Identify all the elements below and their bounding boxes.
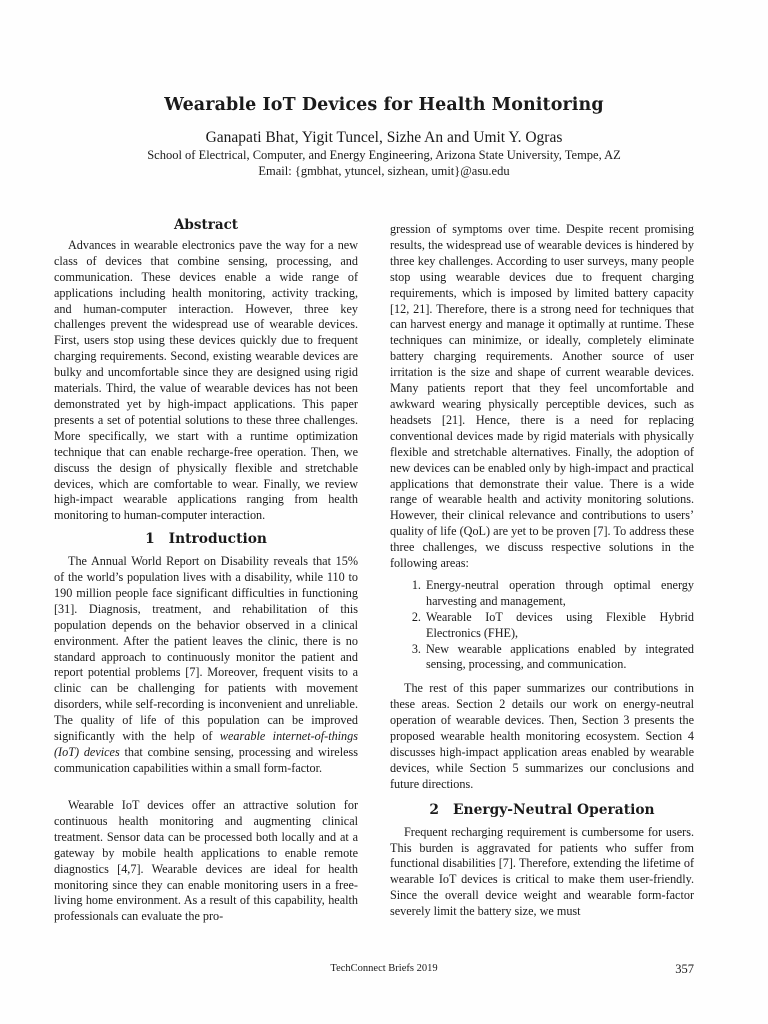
intro-paragraph-1 bbox=[54, 554, 358, 777]
section-heading-introduction bbox=[54, 532, 358, 548]
section-number: 1 bbox=[145, 531, 155, 548]
challenges-list bbox=[390, 578, 694, 673]
author-list: Ganapati Bhat, Yigit Tuncel, Sizhe An and Umit Y. Ogras bbox=[205, 129, 563, 146]
abstract-heading: Abstract bbox=[173, 217, 239, 233]
left-column-continued bbox=[54, 798, 358, 925]
list-item: 3. New wearable applications enabled by integrated sensing, processing, and communication. bbox=[424, 642, 694, 674]
affiliation: School of Electrical, Computer, and Energy Engineering, Arizona State University, Tempe, AZ bbox=[147, 148, 621, 162]
section-title: Energy-Neutral Operation bbox=[453, 801, 655, 818]
left-column bbox=[54, 218, 358, 777]
author-email: Email: {gmbhat, ytuncel, sizhean, umit}@asu.edu bbox=[258, 164, 510, 178]
section-heading-energy-neutral bbox=[390, 803, 694, 819]
intro-paragraph-2-part-2: gression of symptoms over time. Despite recent promising results, the widespread use of wearable devices is hindered by three key challenges. According to user surveys, many people stop using wearable devices due to frequent charging requirements, which is imposed by limited battery capacity [12, 21]. Therefore, there is a strong need for techniques that can harvest energy and manage it optimally at runtime. These techniques can minimize, or ideally, completely eliminate battery charging requirements. Another source of user irritation is the size and shape of current wearable devices. Many patients report that they feel uncomfortable and awkward wearing physically perceptible devices, such as headsets [21]. Hence, there is a need for replacing conventional devices made by rigid materials with physically flexible and stretchable alternatives. Finally, the adoption of new devices can be enabled only by high-impact and practical applications that demonstrate their value. There is a wide range of wearable health and activity monitoring solutions. However, their clinical relevance and contributions to users’ quality of life (QoL) are yet to be proven [7]. To address these three challenges, we discuss respective solutions in the following areas: bbox=[390, 222, 694, 571]
right-column bbox=[390, 222, 694, 920]
emphasized-term: wearable internet-of-things (IoT) devices bbox=[54, 729, 358, 759]
section-number: 2 bbox=[429, 801, 440, 818]
page-number: 357 bbox=[675, 962, 694, 976]
paragraph-text: The Annual World Report on Disability reveals that 15% of the world’s population lives with a disability, while 110 to 190 million people face significant difficulties in functioning [31]. Diagnosis, treatment, and rehabilitation of this population depends on the behavior observed in a clinical environment. After the patient leaves the clinic, there is no standard approach to continuously monitor the patient and report potential problems [7]. Moreover, frequent visits to a clinic can be challenging for patients with movement disorders, while self-recording is inconvenient and unreliable. The quality of life of this population can be improved significantly with the help of bbox=[54, 554, 358, 744]
paper-title: Wearable IoT Devices for Health Monitoring bbox=[164, 95, 604, 115]
footer-venue: TechConnect Briefs 2019 bbox=[330, 963, 438, 974]
list-item: 1. Energy-neutral operation through optimal energy harvesting and management, bbox=[424, 578, 694, 610]
intro-paragraph-3: The rest of this paper summarizes our contributions in these areas. Section 2 details our work on energy-neutral operation of wearable devices. Then, Section 3 presents the proposed wearable health monitoring ecosystem. Section 4 discusses high-impact application areas enabled by wearable devices, while Section 5 summarizes our conclusions and future directions. bbox=[390, 681, 694, 791]
section-title: Introduction bbox=[168, 531, 267, 548]
energy-paragraph-1: Frequent recharging requirement is cumbersome for users. This burden is aggravated for patients who suffer from functional disabilities [7]. Therefore, extending the lifetime of wearable IoT devices is critical to make them user-friendly. Since the overall device weight and wearable form-factor severely limit the battery size, we must bbox=[390, 824, 694, 919]
intro-paragraph-2-part-1: Wearable IoT devices offer an attractive solution for continuous health monitoring and augmenting clinical treatment. Sensor data can be processed both locally and at a gateway by mobile health applications to enable remote diagnostics [4,7]. Wearable devices are ideal for health monitoring since they can enable monitoring users in a free-living home environment. As a result of this capability, health professionals can evaluate the pro- bbox=[54, 798, 358, 924]
list-item: 2. Wearable IoT devices using Flexible Hybrid Electronics (FHE), bbox=[424, 610, 694, 642]
paragraph-text: that combine sensing, processing and wireless communication capabilities within a small form-factor. bbox=[54, 745, 358, 775]
abstract-text: Advances in wearable electronics pave the way for a new class of devices that combine sensing, processing, and communication. These devices enable a wide range of applications including health monitoring, activity tracking, and human-computer interaction. However, three key challenges prevent the widespread use of wearable devices. First, users stop using these devices quickly due to frequent charging requirements. Second, existing wearable devices are bulky and uncomfortable since they are designed using rigid materials. Third, the value of wearable devices has not been demonstrated yet by high-impact applications. This paper presents a set of potential solutions to these three challenges. More specifically, we start with a runtime optimization technique that can enable recharge-free operation. Then, we discuss the design of physically flexible and stretchable devices, which are comfortable to wear. Finally, we review high-impact wearable applications ranging from health monitoring to human-computer interaction. bbox=[54, 237, 358, 523]
